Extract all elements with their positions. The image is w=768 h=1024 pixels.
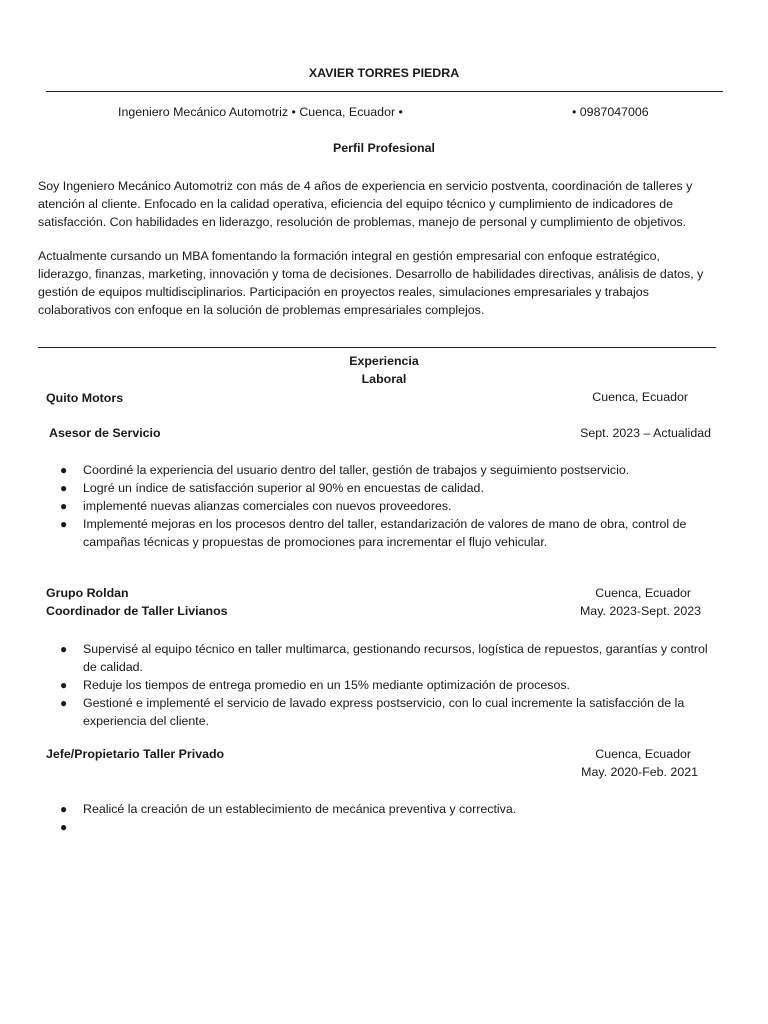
bullet-item: ● implementé nuevas alianzas comerciales con nuevos proveedores. (60, 499, 452, 513)
paragraph-line: Actualmente cursando un MBA fomentando la formación integral en gestión empresarial con enfoque estratégico, (38, 249, 660, 263)
contact-info: Ingeniero Mecánico Automotriz • Cuenca, Ecuador • (118, 105, 403, 119)
job-bullets (58, 640, 722, 730)
header-divider (46, 91, 723, 92)
job-dates: May. 2023-Sept. 2023 (579, 604, 701, 618)
candidate-name: XAVIER TORRES PIEDRA (308, 66, 460, 80)
bullet-icon: ● (60, 678, 68, 692)
bullet-item: ● Realicé la creación de un establecimiento de mecánica preventiva y correctiva. (60, 802, 517, 816)
job-location: Cuenca, Ecuador (595, 586, 691, 600)
job-location: Cuenca, Ecuador (595, 747, 691, 761)
job-location: Cuenca, Ecuador (592, 390, 688, 404)
job-bullets (58, 800, 722, 836)
paragraph-line: atención al cliente. Enfocado en la calidad operativa, eficiencia del equipo técnico y cumplimiento de indicadores de (38, 197, 674, 211)
paragraph-line: gestión de equipos multidisciplinarios. Participación en proyectos reales, simulaciones empresariales y trabajos (38, 285, 649, 299)
bullet-icon: ● (60, 642, 68, 656)
phone-number: • 0987047006 (572, 105, 649, 119)
job-role: Asesor de Servicio (49, 426, 161, 440)
job-bullets (58, 461, 722, 551)
job-company: Quito Motors (46, 391, 124, 405)
experience-heading-line-1: Experiencia (349, 354, 419, 368)
paragraph-line: liderazgo, finanzas, marketing, innovación y toma de decisiones. Desarrollo de habilidades directivas, análisis de datos, y (38, 267, 704, 281)
bullet-icon: ● (60, 499, 68, 513)
job-company: Grupo Roldan (46, 586, 129, 600)
profile-paragraph-2 (38, 247, 718, 319)
bullet-icon: ● (60, 802, 68, 816)
bullet-icon: ● (60, 463, 68, 477)
bullet-item: ● Supervisé al equipo técnico en taller multimarca, gestionando recursos, logística de repuestos, garantías y control de calidad. (60, 642, 708, 674)
bullet-icon: ● (60, 696, 68, 710)
bullet-item: ● Implementé mejoras en los procesos dentro del taller, estandarización de valores de mano de obra, control de campañas técnicas y propuestas de promociones para incrementar el flujo vehicular. (60, 517, 687, 549)
paragraph-line: colaborativos con enfoque en la solución de problemas empresariales complejos. (38, 303, 485, 317)
profile-paragraph-1 (38, 177, 718, 231)
bullet-item (58, 818, 722, 836)
bullet-item: ● Gestioné e implementé el servicio de lavado express postservicio, con lo cual incremente la satisfacción de la experiencia del cliente. (60, 696, 685, 728)
paragraph-line: satisfacción. Con habilidades en liderazgo, resolución de problemas, manejo de personal y cumplimiento de objetivos. (38, 215, 687, 229)
section-divider (38, 347, 716, 348)
profile-heading: Perfil Profesional (333, 141, 435, 155)
bullet-item: ● Reduje los tiempos de entrega promedio en un 15% mediante optimización de procesos. (60, 678, 570, 692)
bullet-icon: ● (60, 517, 68, 531)
job-role: Jefe/Propietario Taller Privado (46, 747, 225, 761)
job-dates: May. 2020-Feb. 2021 (581, 765, 698, 779)
paragraph-line: Soy Ingeniero Mecánico Automotriz con más de 4 años de experiencia en servicio postventa, coordinación de talleres y (38, 179, 693, 193)
bullet-item: ● Coordiné la experiencia del usuario dentro del taller, gestión de trabajos y seguimiento postservicio. (60, 463, 630, 477)
job-dates: Sept. 2023 – Actualidad (580, 426, 711, 440)
bullet-icon: ● (60, 820, 68, 834)
job-role: Coordinador de Taller Livianos (46, 604, 228, 618)
bullet-icon: ● (60, 481, 68, 495)
bullet-item: ● Logré un índice de satisfacción superior al 90% en encuestas de calidad. (60, 481, 484, 495)
experience-heading-line-2: Laboral (361, 372, 407, 386)
